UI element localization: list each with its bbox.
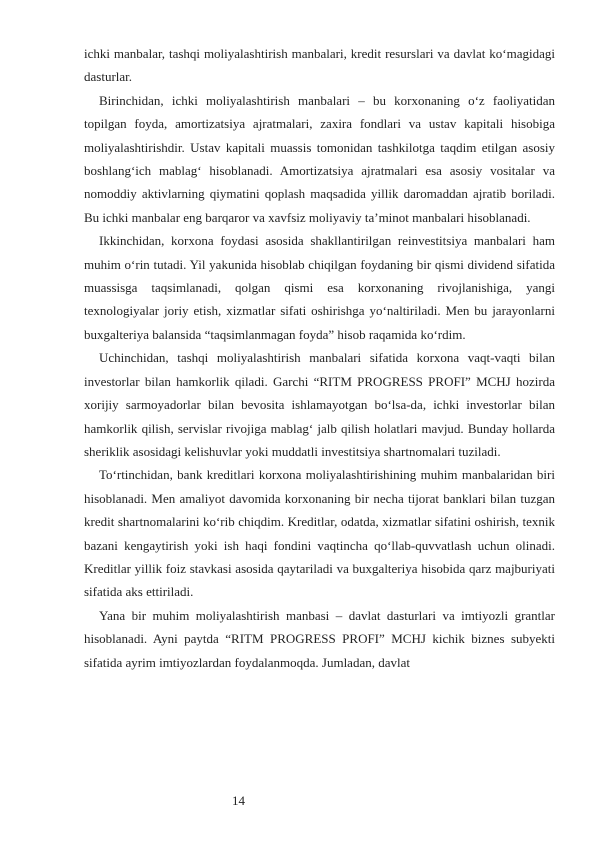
paragraph-continuation: ichki manbalar, tashqi moliyalashtirish manbalari, kredit resurslari va davlat ko‘magidagi dasturlar. bbox=[84, 46, 555, 85]
paragraph-external-sources: Uchinchidan, tashqi moliyalashtirish manbalari sifatida korxona vaqt-vaqti bilan investorlar bilan hamkorlik qiladi. Garchi “RITM PROGRESS PROFI” MCHJ hozirda xorijiy sarmoyadorlar bilan bevosita ishlamayotgan bo‘lsa-da, ichki investorlar bilan hamkorlik qilish, servislar rivojiga mablag‘ jalb qilish holatlari mavjud. Bunday hollarda sheriklik asosidagi kelishuvlar yoki muddatli investitsiya shartnomalari tuziladi. bbox=[84, 350, 555, 459]
paragraph-state-programs: Yana bir muhim moliyalashtirish manbasi – davlat dasturlari va imtiyozli grantlar hisoblanadi. Ayni paytda “RITM PROGRESS PROFI” MCHJ kichik biznes subyekti sifatida ayrim imtiyozlardan foydalanmoqda. Jumladan, davlat bbox=[84, 607, 555, 670]
body-text bbox=[84, 42, 555, 674]
paragraph-reinvestment: Ikkinchidan, korxona foydasi asosida shakllantirilgan reinvestitsiya manbalari ham muhim o‘rin tutadi. Yil yakunida hisoblab chiqilgan foydaning bir qismi dividend sifatida muassisga taqsimlanadi, qolgan qismi esa korxonaning rivojlanishiga, yangi texnologiyalar joriy etish, xizmatlar sifati oshirishga yo‘naltiriladi. Men bu jarayonlarni buxgalteriya balansida “taqsimlanmagan foyda” hisob raqamida ko‘rdim. bbox=[84, 233, 555, 342]
paragraph-internal-sources: Birinchidan, ichki moliyalashtirish manbalari – bu korxonaning o‘z faoliyatidan topilgan foyda, amortizatsiya ajratmalari, zaxira fondlari va ustav kapitali hisobiga moliyalashtirishdir. Ustav kapitali muassis tomonidan tashkilotga taqdim etilgan asosiy boshlang‘ich mablag‘ hisoblanadi. Amortizatsiya ajratmalari esa asosiy vositalar va nomoddiy aktivlarning qiymatini qoplash maqsadida yillik daromaddan ajratib boriladi. Bu ichki manbalar eng barqaror va xavfsiz moliyaviy ta’minot manbalari hisoblanadi. bbox=[84, 92, 555, 225]
page-number: 14 bbox=[232, 793, 245, 808]
paragraph-bank-credits: To‘rtinchidan, bank kreditlari korxona moliyalashtirishining muhim manbalaridan biri hisoblanadi. Men amaliyot davomida korxonaning bir necha tijorat banklari bilan tuzgan kredit shartnomalarini ko‘rib chiqdim. Kreditlar, odatda, xizmatlar sifatini oshirish, texnik bazani kengaytirish yoki ish haqi fondini vaqtincha qo‘llab-quvvatlash uchun olinadi. Kreditlar yillik foiz stavkasi asosida qaytariladi va buxgalteriya hisobida qarz majburiyati sifatida aks ettiriladi. bbox=[84, 467, 555, 600]
